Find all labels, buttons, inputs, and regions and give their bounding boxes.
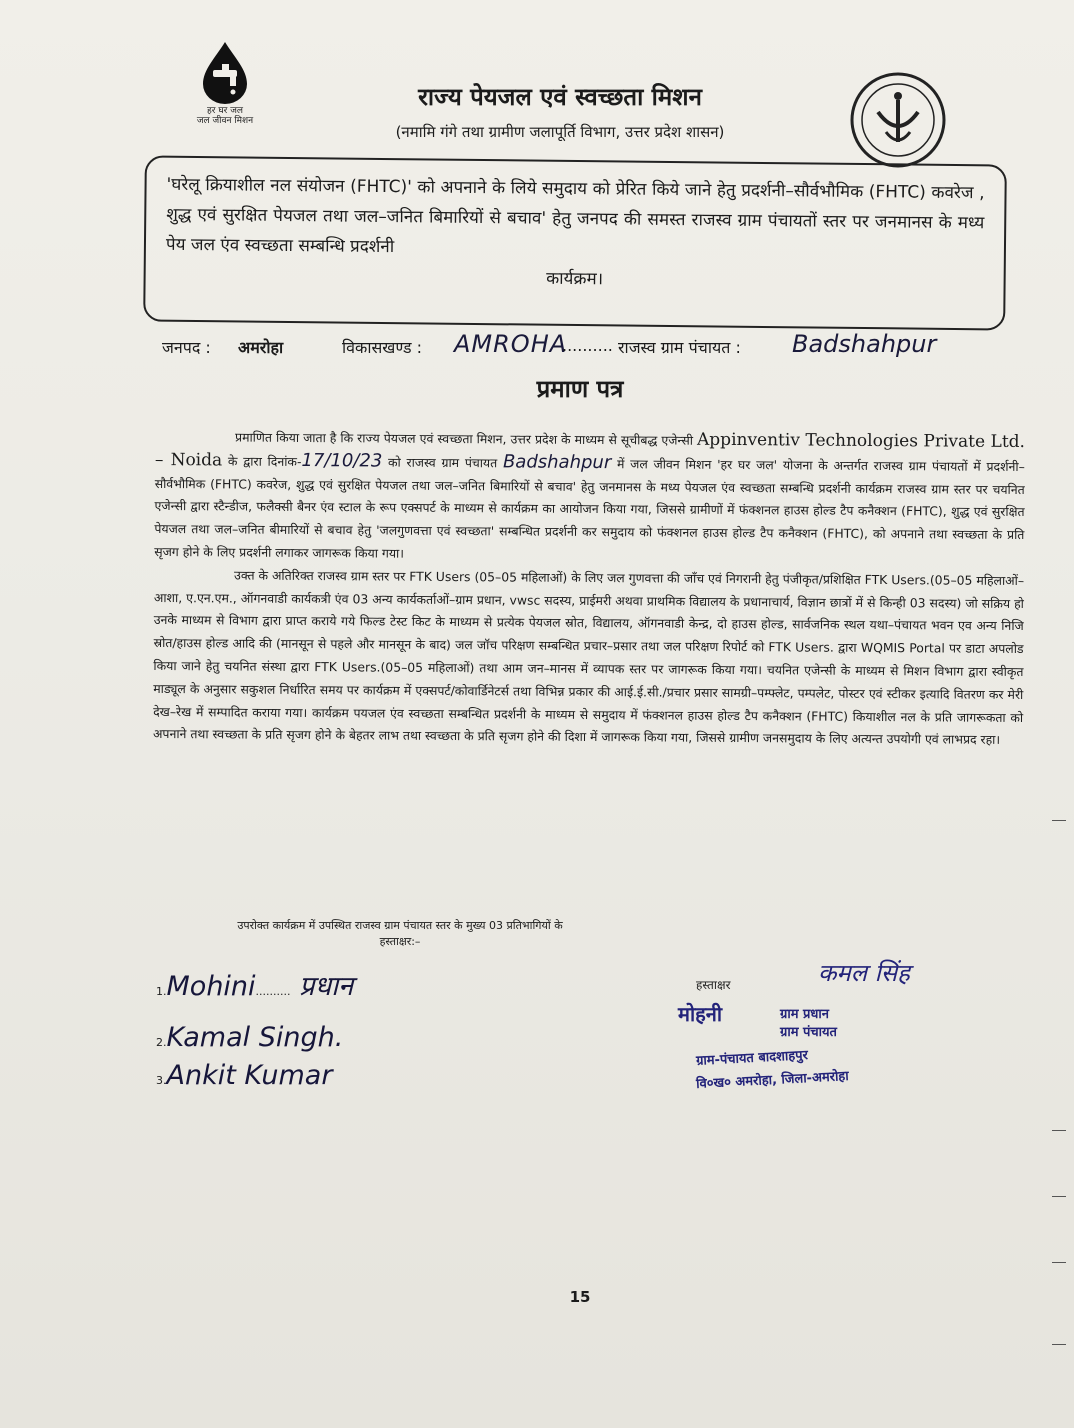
signature-1-role: प्रधान [299, 971, 354, 1002]
program-title-text: 'घरेलू क्रियाशील नल संयोजन (FHTC)' को अपनाने के लिये समुदाय को प्रेरित किये जाने हेतु प्रदर्शनी–सौर्वभौमिक (FHTC) कवरेज , शुद्ध एवं सुरक्षित पेयजल तथा जल–जनित बिमारियों से बचाव' हेतु जनपद की समस्त राजस्व ग्राम पंचायतों स्तर पर जनमानस के मध्य पेय जल एंव स्वच्छता सम्बन्धि प्रदर्शनी [165, 174, 985, 258]
edge-mark [1052, 1262, 1066, 1263]
signature-3-name: Ankit Kumar [166, 1060, 333, 1091]
har-ghar-jal-logo [180, 40, 270, 140]
logo-caption-2: जल जीवन मिशन [196, 116, 254, 126]
program-date: 17/10/23 [301, 449, 383, 472]
department-title: राज्य पेयजल एवं स्वच्छता मिशन [418, 83, 702, 111]
signatures-intro-line-2: हस्ताक्षर:– [379, 935, 421, 948]
stamp-line-1: मोहनी [678, 1002, 723, 1026]
block-dots: .......... [562, 336, 613, 355]
edge-mark [1052, 820, 1066, 821]
district-label: जनपद : [162, 338, 211, 357]
edge-mark [1052, 1196, 1066, 1197]
block-value: AMROHA [454, 330, 568, 358]
program-title-last: कार्यक्रम। [546, 268, 604, 290]
edge-mark [1052, 1344, 1066, 1345]
village-name: Badshahpur [502, 451, 612, 473]
stamp-line-1b: ग्राम प्रधान [780, 1007, 829, 1022]
signature-1-name: Mohini [166, 971, 256, 1002]
location-row [162, 330, 1022, 370]
signature-1-dots: .......... [255, 985, 291, 998]
paragraph-1 [154, 425, 1025, 570]
p1-village-label: को राजस्व ग्राम पंचायत [388, 454, 498, 471]
department-subtitle: (नमामि गंगे तथा ग्रामीण जलापूर्ति विभाग, उत्तर प्रदेश शासन) [395, 123, 725, 141]
stamp-signature: कमल सिंह [818, 959, 910, 987]
signature-3-number: 3. [156, 1074, 167, 1087]
page-number: 15 [569, 1288, 591, 1306]
logo-caption-1: हर घर जल [207, 106, 243, 116]
signature-2-name: Kamal Singh. [166, 1022, 344, 1053]
p1-rest: में जल जीवन मिशन 'हर घर जल' योजना के अन्तर्गत राजस्व ग्राम पंचायतों में प्रदर्शनी–सौर्वभौमिक (FHTC) कवरेज, शुद्ध एवं सुरक्षित पेयजल तथा जल–जनित बिमारियों से बचाव' हेतु जनमानस के मध्य पेयजल एंव स्वच्छता सम्बन्धि प्रदर्शनी कार्यक्रम राजस्व ग्राम स्तर पर चयनित एजेन्सी द्वारा स्टैन्डीज, फलैक्सी बैनर एंव स्टाल के रूप एक्सपर्ट के माध्यम से कार्यक्रम का आयोजन किया गया, जिससे ग्रामीणों में फंक्शनल हाउस होल्ड टैप कनैक्शन (FHTC), शुद्ध एवं सुरक्षित पेयजल तथा जल–जनित बीमारियों से बचाव हेतु 'जलगुणवत्ता एवं स्वच्छता' सम्बन्धित प्रदर्शनी कर समुदाय को फंक्शनल हाउस होल्ड टैप कनैक्शन (FHTC), को अपनाने तथा स्वच्छता के प्रति सृजग होने के लिए प्रदर्शनी लगाकर जागरूक किया गया। [154, 455, 1025, 561]
paragraph-2: उक्त के अतिरिक्त राजस्व ग्राम स्तर पर FTK Users (05–05 महिलाओं) के लिए जल गुणवत्ता की जाँच एवं निगरानी हेतु पंजीकृत/प्रशिक्षित FTK Users.(05–05 महिलाओं–आशा, ए.एन.एम., ऑगनवाडी कार्यकत्री एंव 03 अन्य कार्यकर्ताओं–ग्राम प्रधान, vwsc सदस्य, प्राईमरी अथवा प्राथमिक विद्यालय के प्रधानाचार्य, विज्ञान छात्रों में से किन्ही 03 सदस्य) जो सक्रिय हो उनके माध्यम से विभाग द्वारा प्राप्त कराये गये फिल्ड टेस्ट किट के माध्यम से प्रत्येक पेयजल स्रोत, विद्यालय, ऑगनवाडी केन्द्र, दो हाउस होल्ड, सार्वजनिक स्थल यथा–पंचायत भवन एव अन्य निजि स्रोत/हाउस होल्ड आदि की (मानसून से पहले और मानसून के बाद) जल जॉच परिक्षण सम्बन्धित प्रचार–प्रसार तथा जल परिक्षण रिपोर्ट को FTK Users. द्वारा WQMIS Portal पर डाटा अपलोड किया जाने हेतु चयनित संस्था द्वारा FTK Users.(05–05 महिलाओं) तथा आम जन–मानस में व्यापक स्तर पर जागरूक किया गया। चयनित एजेन्सी के माध्यम से मिशन विभाग द्वारा स्वीकृत माड्यूल के अनुसार सकुशल निर्धारित समय पर कार्यक्रम में एक्सपर्ट/कोवार्डिनेटर्स तथा विभिन्न प्रकार की आई.ई.सी./प्रचार प्रसार सामग्री–पम्फ्लेट, पम्पलेट, पोस्टर एवं स्टीकर इत्यादि वितरण कर मेरी देख–रेख में सम्पादित कराया गया। कार्यक्रम पयजल एंव स्वच्छता सम्बन्धित प्रदर्शनी के माध्यम से समुदाय में फंक्शनल हाउस होल्ड टैप कनैक्शन (FHTC) कियाशील नल के प्रति जागरूकता को अपनाने तथा स्वच्छता के प्रति सृजग होने के बेहतर लाभ तथा स्वच्छता के प्रति सृजग होने की दिशा में जागरूक किया गया, जिससे ग्रामीण जनसमुदाय के लिए अत्यन्त उपयोगी एवं लाभप्रद रहा। [152, 567, 1025, 748]
up-government-emblem [848, 70, 948, 170]
panchayat-value: Badshahpur [792, 330, 937, 358]
signature-2-number: 2. [156, 1036, 167, 1049]
stamp-sign-label: हस्ताक्षर [696, 978, 731, 992]
panchayat-label: राजस्व ग्राम पंचायत : [618, 338, 741, 357]
program-title-box [143, 155, 1007, 330]
certificate-title: प्रमाण पत्र [536, 375, 624, 403]
emblem-seal-icon [848, 70, 948, 170]
stamp-line-4: वि०ख० अमरोहा, जिला-अमरोहा [695, 1069, 850, 1092]
p1-date-label: के द्वारा दिनांक- [227, 453, 302, 469]
signature-2 [156, 1022, 343, 1053]
signature-3 [156, 1060, 332, 1091]
agency-name: Appinventiv Technologies Private Ltd. – Noida [154, 429, 1026, 471]
signatures-intro [160, 918, 640, 950]
district-value: अमरोहा [238, 338, 284, 357]
pradhan-stamp [668, 948, 918, 1098]
signature-1-number: 1. [156, 985, 167, 998]
p1-intro: प्रमाणित किया जाता है कि राज्य पेयजल एवं स्वच्छता मिशन, उत्तर प्रदेश के माध्यम से सूचीबद्ध एजेन्सी [234, 429, 694, 448]
edge-mark [1052, 1130, 1066, 1131]
water-drop-tap-icon [197, 40, 253, 106]
stamp-line-3: ग्राम-पंचायत बादशाहपुर [695, 1048, 809, 1069]
certificate-body [153, 425, 1025, 752]
signature-1 [156, 966, 353, 1003]
block-label: विकासखण्ड : [342, 338, 423, 357]
signatures-intro-line-1: उपरोक्त कार्यक्रम में उपस्थित राजस्व ग्राम पंचायत स्तर के मुख्य 03 प्रतिभागियों के [237, 919, 563, 932]
stamp-line-2: ग्राम पंचायत [780, 1025, 837, 1040]
